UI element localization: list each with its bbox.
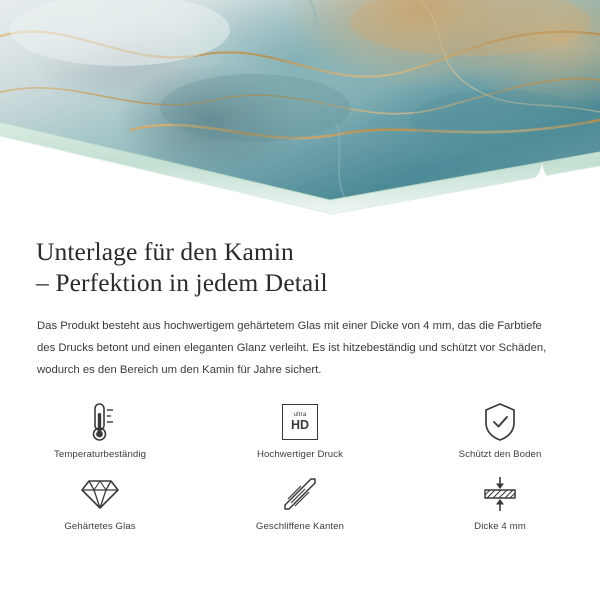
feature-label: Schützt den Boden	[458, 449, 542, 460]
feature-label: Temperaturbeständig	[53, 449, 147, 460]
feature-item	[0, 472, 200, 544]
glass-edge	[0, 0, 600, 218]
ultra-hd-icon	[282, 400, 318, 444]
headline-line-2: – Perfektion in jedem Detail	[36, 268, 328, 297]
feature-label: Gehärtetes Glas	[64, 521, 136, 532]
feature-item	[400, 400, 600, 472]
feature-item	[200, 400, 400, 472]
ultra-hd-badge-bottom: HD	[290, 418, 310, 433]
feature-label: Hochwertiger Druck	[256, 449, 344, 460]
diamond-icon	[79, 472, 121, 516]
sparkle-icon	[520, 160, 564, 204]
content-block	[0, 218, 600, 381]
thickness-icon	[480, 472, 520, 516]
hero-image	[0, 0, 600, 218]
feature-item	[400, 472, 600, 544]
thermometer-icon	[80, 400, 120, 444]
feature-item	[200, 472, 400, 544]
feature-label: Geschliffene Kanten	[255, 521, 345, 532]
description-paragraph: Das Produkt besteht aus hochwertigem gehärtetem Glas mit einer Dicke von 4 mm, das die Farbtiefe des Drucks betont und einen eleganten Glanz verleiht. Es ist hitzebeständig und schützt vor Schäden, wodurch es den Bereich um den Kamin für Jahre sichert.	[37, 320, 547, 376]
page-title	[0, 218, 600, 298]
feature-item	[0, 400, 200, 472]
polished-edges-icon	[281, 472, 319, 516]
shield-check-icon	[481, 400, 519, 444]
feature-label: Dicke 4 mm	[474, 521, 526, 532]
headline-line-1: Unterlage für den Kamin	[36, 237, 294, 266]
feature-grid	[0, 400, 600, 544]
ultra-hd-badge-top: ultra	[293, 411, 307, 419]
